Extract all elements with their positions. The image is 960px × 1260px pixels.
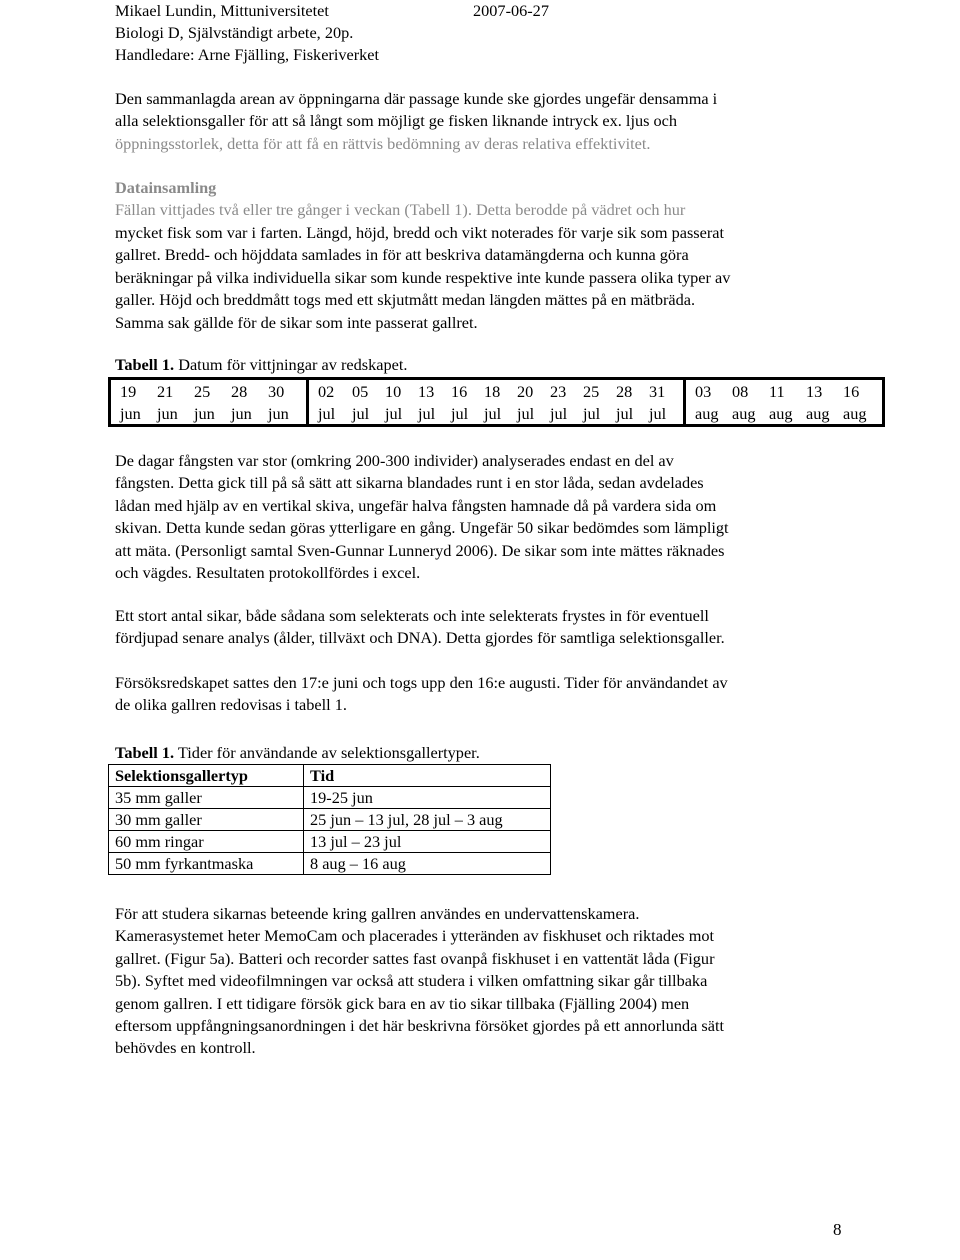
date-month-cell: jul (451, 403, 469, 423)
text-line: Ett stort antal sikar, både sådana som selekterats och inte selekterats frystes in för eventuell (115, 606, 709, 625)
group-jul (308, 379, 685, 403)
text-line: skivan. Detta kunde sedan göras ytterligare en gång. Ungefär 50 sikar bedömdes som lämpligt (115, 518, 729, 538)
date-month-cell: jul (352, 403, 370, 423)
gallertyp-table (108, 764, 551, 875)
paragraph-2 (115, 450, 855, 584)
date-day-cell: 19 (120, 381, 137, 401)
date-month-cell: jul (550, 403, 568, 423)
header-cell: Tid (304, 765, 551, 787)
date-month-cell: jul (583, 403, 601, 423)
section-heading: Datainsamling (115, 178, 217, 197)
table-cell: 8 aug – 16 aug (304, 853, 551, 875)
date-day-cell: 03 (695, 381, 712, 401)
header-course: Biologi D, Självständigt arbete, 20p. (115, 23, 354, 42)
paragraph-1 (115, 88, 855, 155)
text-line: För att studera sikarnas beteende kring gallren användes en undervattenskamera. (115, 904, 640, 923)
date-month-cell: jul (418, 403, 436, 423)
header-supervisor: Handledare: Arne Fjälling, Fiskeriverket (115, 45, 380, 64)
date-month-cell: aug (843, 403, 867, 423)
date-month-cell: aug (769, 403, 793, 423)
date-day-cell: 10 (385, 381, 402, 401)
date-day-cell: 28 (231, 381, 248, 401)
date-day-cell: 25 (583, 381, 600, 401)
text-line: Samma sak gällde för de sikar som inte passerat gallret. (115, 312, 478, 332)
table-cell: 25 jun – 13 jul, 28 jul – 3 aug (304, 809, 551, 831)
text-line: alla selektionsgaller för att så långt som möjligt ge fisken liknande intryck ex. ljus och (115, 111, 678, 131)
date-day-cell: 11 (769, 381, 785, 401)
date-month-cell: jul (318, 403, 336, 423)
group-jul-months (308, 402, 685, 426)
group-jun (110, 379, 308, 403)
date-day-cell: 02 (318, 381, 335, 401)
text-line: Försöksredskapet sattes den 17:e juni och togs upp den 16:e augusti. Tider för användandet av (115, 673, 728, 692)
table1-caption (115, 354, 855, 376)
date-month-cell: jun (268, 403, 289, 423)
table-cell: 60 mm ringar (109, 831, 304, 853)
group-aug (685, 379, 884, 403)
date-month-cell: jun (194, 403, 215, 423)
date-month-cell: aug (732, 403, 756, 423)
table-row (109, 809, 551, 831)
date-day-cell: 30 (268, 381, 285, 401)
page-header (115, 0, 855, 66)
date-month-cell: jun (231, 403, 252, 423)
date-month-cell: jun (157, 403, 178, 423)
header-cell: Selektionsgallertyp (109, 765, 304, 787)
text-line: beräkningar på vilka individuella sikar som kunde respektive inte kunde passera olika typer av (115, 267, 731, 287)
date-day-cell: 16 (451, 381, 468, 401)
text-line: eftersom uppfångningsanordningen i det här beskrivna försöket gjordes på ett annorlunda sätt (115, 1016, 725, 1036)
date-month-cell: jul (517, 403, 535, 423)
text-line: lådan med hjälp av en vertikal skiva, ungefär halva fångsten hamnade då på vardera sida om (115, 495, 717, 515)
text-line: gallret. Bredd- och höjddata samlades in för att beskriva datamängderna och kunna göra (115, 245, 689, 265)
date-day-cell: 08 (732, 381, 749, 401)
date-month-cell: aug (806, 403, 830, 423)
text-line: mycket fisk som var i farten. Längd, höjd, bredd och vikt noterades för varje sik som passerat (115, 223, 725, 242)
date-day-cell: 31 (649, 381, 666, 401)
date-day-cell: 20 (517, 381, 534, 401)
date-month-cell: jun (120, 403, 141, 423)
table-row (109, 787, 551, 809)
date-day-cell: 25 (194, 381, 211, 401)
dates-table (108, 377, 885, 427)
text-line: de olika gallren redovisas i tabell 1. (115, 695, 347, 715)
text-line: öppningsstorlek, detta för att få en rättvis bedömning av deras relativa effektivitet. (115, 133, 651, 153)
date-day-cell: 23 (550, 381, 567, 401)
table2-caption (115, 742, 855, 764)
table-cell: 13 jul – 23 jul (304, 831, 551, 853)
date-month-cell: aug (695, 403, 719, 423)
table-cell: 30 mm galler (109, 809, 304, 831)
text-line: behövdes en kontroll. (115, 1038, 256, 1058)
date-day-cell: 13 (806, 381, 823, 401)
table-header-row (109, 765, 551, 787)
date-day-cell: 21 (157, 381, 174, 401)
text-line: Fällan vittjades två eller tre gånger i veckan (Tabell 1). Detta berodde på vädret och hur (115, 200, 686, 220)
date-day-cell: 13 (418, 381, 435, 401)
page-number: 8 (833, 1220, 842, 1239)
table-cell: 35 mm galler (109, 787, 304, 809)
section-datainsamling (115, 177, 855, 222)
paragraph-4 (115, 672, 855, 717)
date-month-cell: jul (385, 403, 403, 423)
date-day-cell: 16 (843, 381, 860, 401)
paragraph-3 (115, 605, 855, 650)
caption-label: Tabell 1. (115, 743, 175, 762)
date-day-cell: 28 (616, 381, 633, 401)
text-line: 5b). Syftet med videofilmningen var också att studera i vilken omfattning sikar går tillbaka (115, 971, 708, 991)
date-month-cell: jul (649, 403, 667, 423)
text-line: fångsten. Detta gick till på så sätt att sikarna blandades runt i en stor låda, sedan avdelades (115, 473, 704, 493)
caption-text: Datum för vittjningar av redskapet. (174, 355, 408, 374)
table-row (109, 831, 551, 853)
text-line: genom gallren. I ett tidigare försök gick bara en av tio sikar tillbaka (Fjälling 2004) men (115, 993, 690, 1013)
caption-text: Tider för användande av selektionsgallertyper. (174, 743, 480, 762)
text-line: och vägdes. Resultaten protokollfördes i excel. (115, 563, 421, 583)
text-line: fördjupad senare analys (ålder, tillväxt och DNA). Detta gjordes för samtliga selektionsgaller. (115, 628, 725, 648)
table-row (109, 853, 551, 875)
text-line: gallret. (Figur 5a). Batteri och recorder sattes fast ovanpå fiskhuset i en vattentät låda (Figur (115, 948, 715, 968)
date-day-cell: 05 (352, 381, 369, 401)
text-line: Kamerasystemet heter MemoCam och placerades i ytteränden av fiskhuset och riktades mot (115, 926, 715, 946)
date-month-cell: jul (484, 403, 502, 423)
date-day-cell: 18 (484, 381, 501, 401)
date-month-cell: jul (616, 403, 634, 423)
group-jun-months (110, 402, 308, 426)
header-date: 2007-06-27 (473, 1, 549, 20)
text-line: De dagar fångsten var stor (omkring 200-300 individer) analyserades endast en del av (115, 451, 674, 470)
table-cell: 19-25 jun (304, 787, 551, 809)
text-line: Den sammanlagda arean av öppningarna där passage kunde ske gjordes ungefär densamma i (115, 89, 718, 108)
caption-label: Tabell 1. (115, 355, 175, 374)
paragraph-5 (115, 903, 855, 1060)
group-aug-months (685, 402, 884, 426)
table-cell: 50 mm fyrkantmaska (109, 853, 304, 875)
header-author: Mikael Lundin, Mittuniversitetet (115, 1, 329, 20)
text-line: galler. Höjd och breddmått togs med ett skjutmått medan längden mättes på en mätbräda. (115, 290, 696, 310)
section-datainsamling-body (115, 222, 855, 356)
text-line: att mäta. (Personligt samtal Sven-Gunnar Lunneryd 2006). De sikar som inte mättes räknades (115, 540, 725, 560)
